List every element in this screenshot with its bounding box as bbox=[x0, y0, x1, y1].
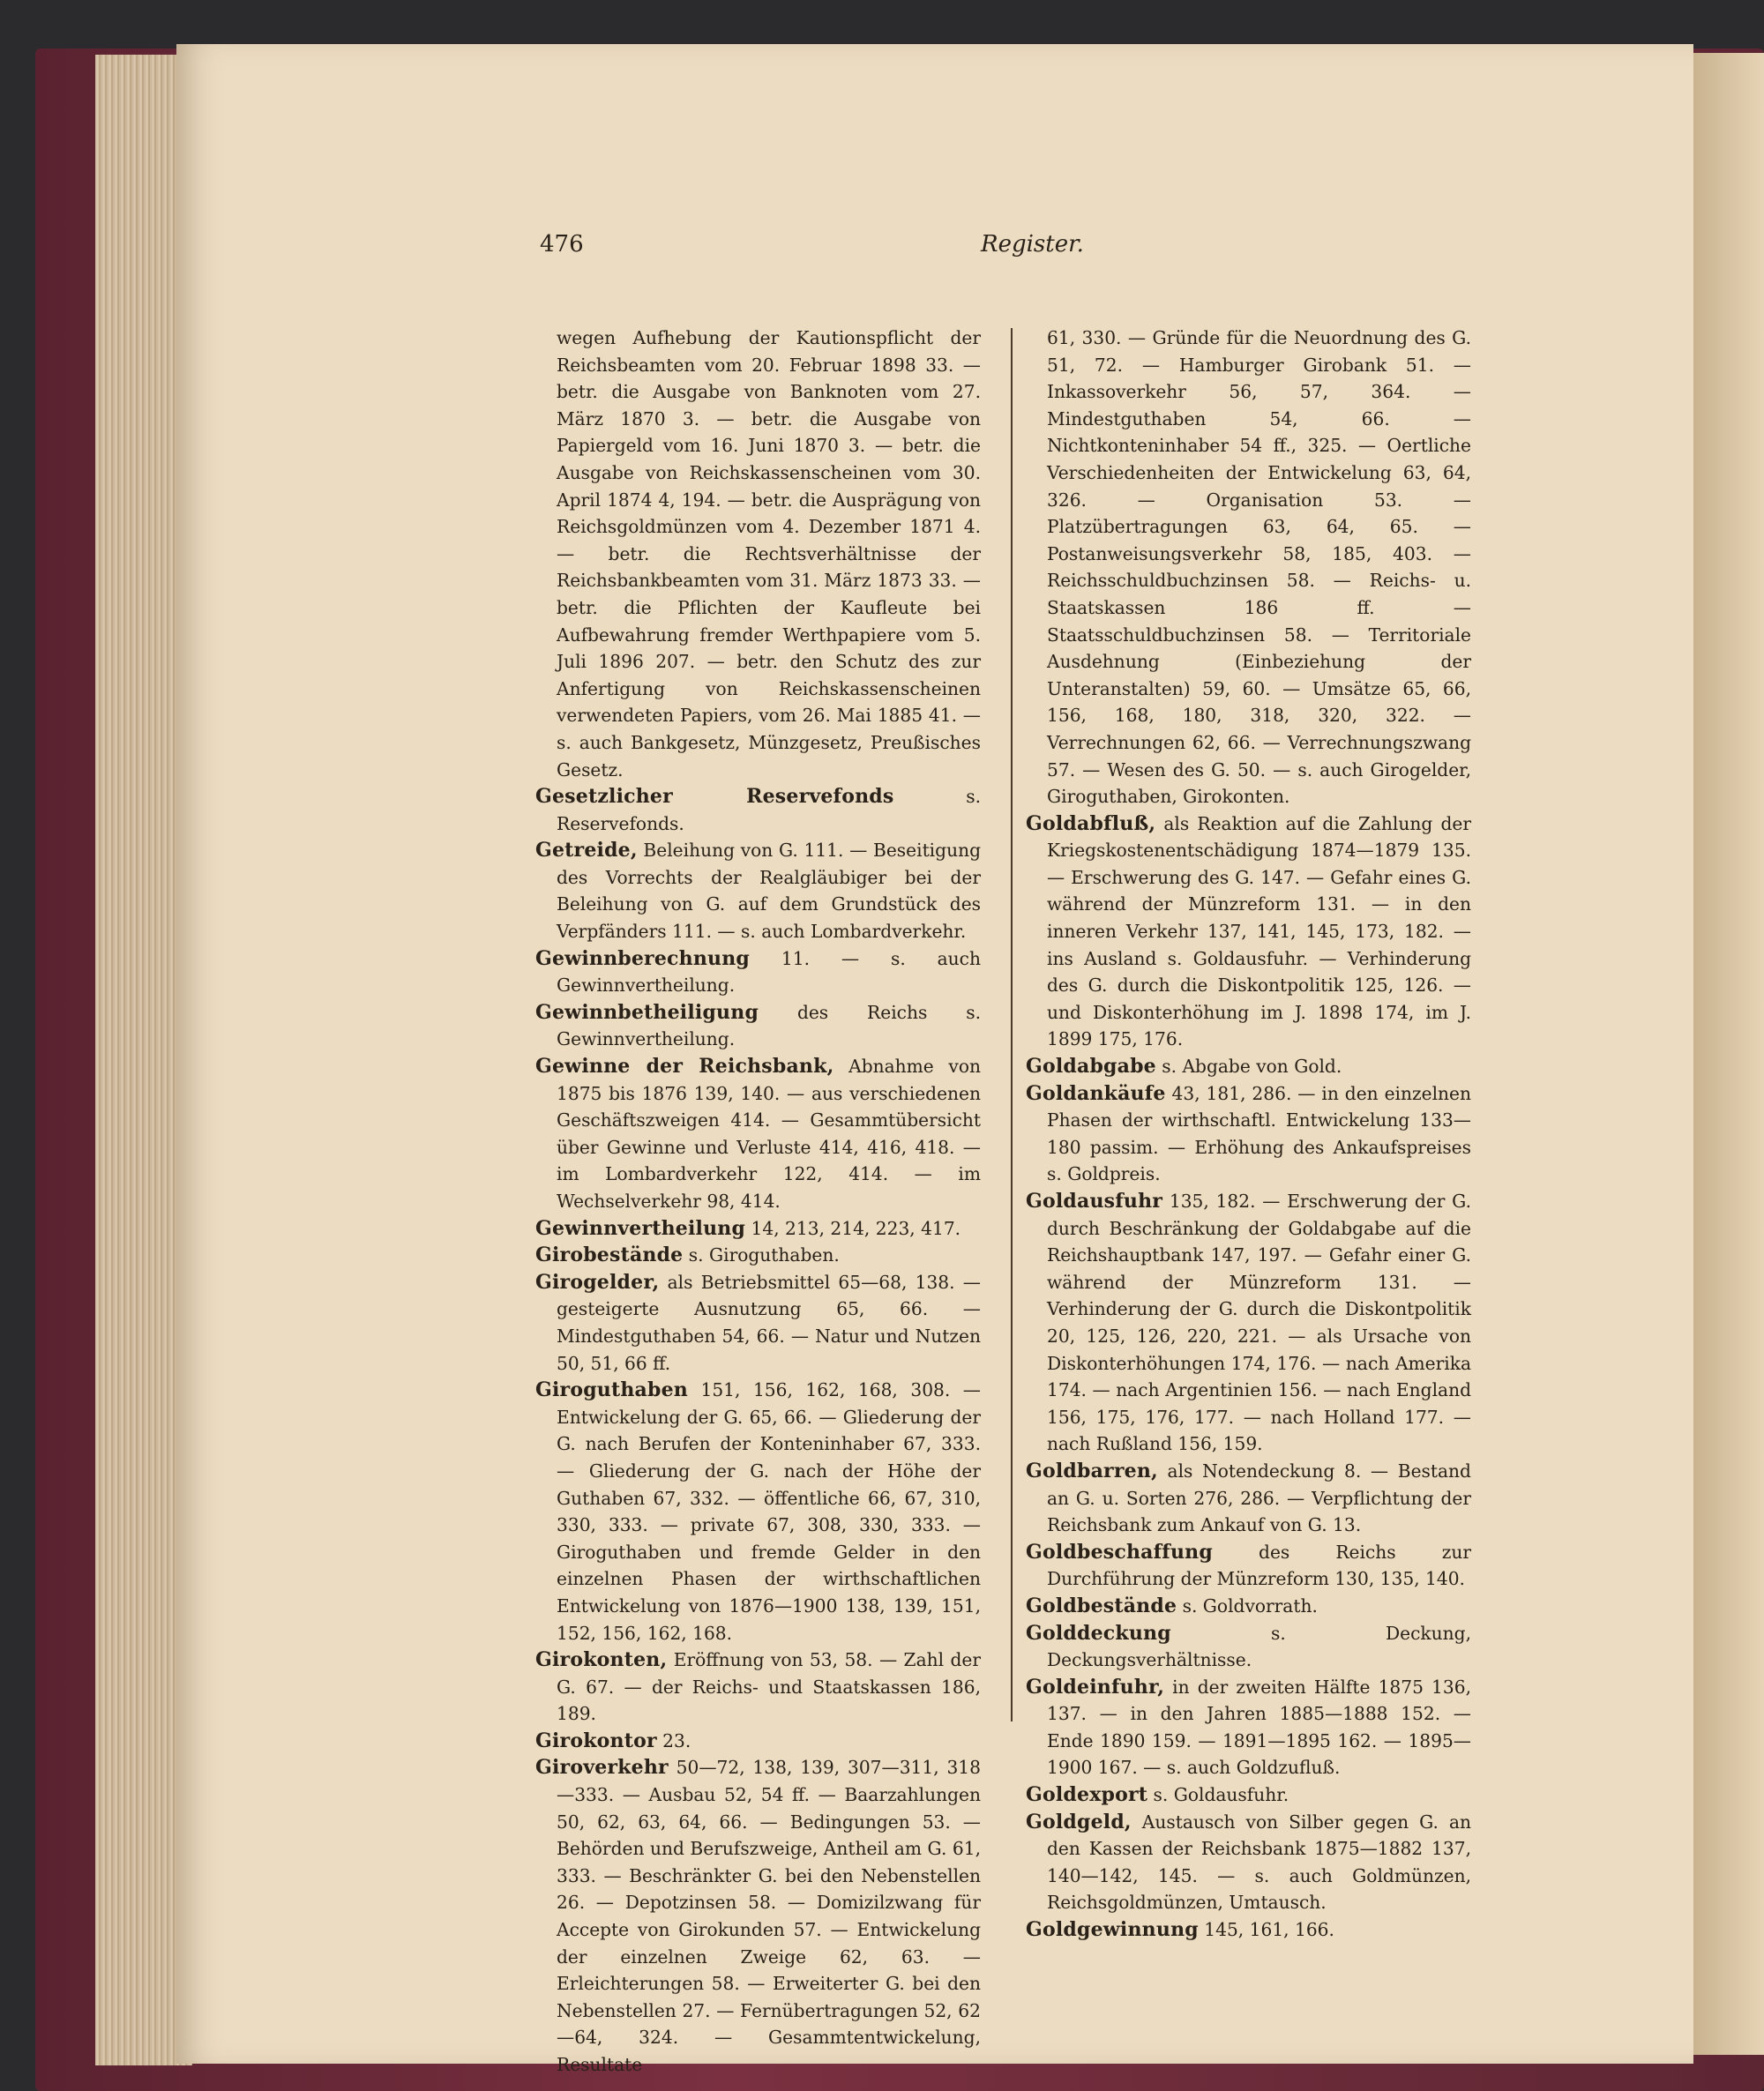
index-entry bbox=[535, 1242, 981, 1269]
index-entry bbox=[1026, 1916, 1471, 1944]
index-entry bbox=[1026, 1458, 1471, 1539]
index-references: wegen Aufhebung der Kautionspflicht der Reichsbeamten vom 20. Februar 1898 33. — betr. die Ausgabe von Banknoten vom 27. März 1870 3. — betr. die Ausgabe von Papiergeld vom 16. Juni 1870 3. — betr. die Ausgabe von Reichskassenscheinen vom 30. April 1874 4, 194. — betr. die Ausprägung von Reichsgoldmünzen vom 4. Dezember 1871 4. — betr. die Rechtsverhältnisse der Reichsbankbeamten vom 31. März 1873 33. — betr. die Pflichten der Kaufleute bei Aufbewahrung fremder Werthpapiere vom 5. Juli 1896 207. — betr. den Schutz des zur Anfertigung von Reichskassenscheinen verwendeten Papiers, vom 26. Mai 1885 41. — s. auch Bankgesetz, Münzgesetz, Preußisches Gesetz. bbox=[557, 327, 981, 780]
index-term: Goldeinfuhr, bbox=[1026, 1675, 1165, 1699]
index-references: s. Goldausfuhr. bbox=[1147, 1784, 1289, 1806]
index-entry bbox=[535, 325, 981, 783]
index-references: als Notendeckung 8. — Bestand an G. u. Sorten 276, 286. — Verpflichtung der Reichsbank zum Ankauf von G. 13. bbox=[1047, 1460, 1471, 1536]
index-entry bbox=[535, 1754, 981, 2078]
index-column-right bbox=[1026, 325, 1471, 1944]
index-term: Giroguthaben bbox=[535, 1378, 688, 1402]
index-term: Gewinnbetheiligung bbox=[535, 1000, 759, 1024]
index-entry bbox=[535, 1728, 981, 1755]
index-term: Goldbestände bbox=[1026, 1594, 1177, 1617]
index-term: Getreide, bbox=[535, 839, 638, 863]
index-term: Giroverkehr bbox=[535, 1756, 669, 1780]
index-term: Gewinne der Reichsbank, bbox=[535, 1055, 834, 1079]
index-references: des Reichs zur Durchführung der Münzreform 130, 135, 140. bbox=[1047, 1541, 1471, 1590]
index-entry bbox=[535, 1647, 981, 1728]
index-references: 11. — s. auch Gewinnvertheilung. bbox=[557, 947, 981, 997]
index-term: Goldausfuhr bbox=[1026, 1190, 1163, 1213]
index-entry bbox=[1026, 1188, 1471, 1458]
index-term: Golddeckung bbox=[1026, 1621, 1171, 1645]
index-references: als Betriebsmittel 65—68, 138. — gesteigerte Ausnutzung 65, 66. — Mindestguthaben 54, 66. — Natur und Nutzen 50, 51, 66 ff. bbox=[557, 1271, 981, 1374]
index-entry bbox=[1026, 1053, 1471, 1080]
index-references: 135, 182. — Erschwerung der G. durch Beschränkung der Goldabgabe auf die Reichshauptbank 147, 197. — Gefahr einer G. während der Münzreform 131. — Verhinderung der G. durch die Diskontpolitik 20, 125, 126, 220, 221. — als Ursache von Diskonterhöhungen 174, 176. — nach Amerika 174. — nach Argentinien 156. — nach England 156, 175, 176, 177. — nach Holland 177. — nach Rußland 156, 159. bbox=[1047, 1191, 1471, 1455]
index-entry bbox=[535, 1269, 981, 1377]
index-references: als Reaktion auf die Zahlung der Kriegskostenentschädigung 1874—1879 135. — Erschwerung des G. 147. — Gefahr eines G. während der Münzreform 131. — in den inneren Verkehr 137, 141, 145, 173, 182. — ins Ausland s. Goldausfuhr. — Verhinderung des G. durch die Diskontpolitik 125, 126. — und Diskonterhöhung im J. 1898 174, im J. 1899 175, 176. bbox=[1047, 812, 1471, 1050]
index-entry bbox=[535, 999, 981, 1053]
index-entry bbox=[535, 783, 981, 837]
index-term: Goldabgabe bbox=[1026, 1055, 1156, 1079]
index-entry bbox=[1026, 1809, 1471, 1916]
index-references: in der zweiten Hälfte 1875 136, 137. — in den Jahren 1885—1888 152. — Ende 1890 159. — 1891—1895 162. — 1895—1900 167. — s. auch Goldzufluß. bbox=[1047, 1676, 1471, 1779]
index-references: 14, 213, 214, 223, 417. bbox=[745, 1217, 961, 1239]
index-references: s. Abgabe von Gold. bbox=[1155, 1056, 1342, 1078]
index-term: Girogelder, bbox=[535, 1270, 660, 1294]
index-term: Goldbeschaffung bbox=[1026, 1540, 1213, 1564]
index-term: Goldankäufe bbox=[1026, 1081, 1166, 1105]
index-references: s. Deckung, Deckungsverhältnisse. bbox=[1047, 1622, 1471, 1671]
index-references: 151, 156, 162, 168, 308. — Entwickelung der G. 65, 66. — Gliederung der G. nach Berufen der Konteninhaber 67, 333. — Gliederung der G. nach der Höhe der Guthaben 67, 332. — öffentliche 66, 67, 310, 330, 333. — private 67, 308, 330, 333. — Giroguthaben und fremde Gelder in den einzelnen Phasen der wirthschaftlichen Entwickelung von 1876—1900 138, 139, 151, 152, 156, 162, 168. bbox=[557, 1379, 981, 1644]
index-term: Gesetzlicher Reservefonds bbox=[535, 785, 894, 809]
index-entry bbox=[1026, 1080, 1471, 1188]
index-entry bbox=[535, 837, 981, 945]
index-entry bbox=[1026, 1539, 1471, 1593]
index-term: Goldgewinnung bbox=[1026, 1918, 1199, 1942]
index-references: Austausch von Silber gegen G. an den Kassen der Reichsbank 1875—1882 137, 140—142, 145. — s. auch Goldmünzen, Reichsgoldmünzen, Umtausch. bbox=[1047, 1811, 1471, 1914]
index-term: Goldexport bbox=[1026, 1783, 1148, 1807]
index-term: Girokonten, bbox=[535, 1648, 668, 1672]
index-references: 145, 161, 166. bbox=[1198, 1919, 1334, 1941]
index-term: Girobestände bbox=[535, 1243, 684, 1267]
index-references: 61, 330. — Gründe für die Neuordnung des G. 51, 72. — Hamburger Girobank 51. — Inkassoverkehr 56, 57, 364. — Mindestguthaben 54, 66. — Nichtkonteninhaber 54 ff., 325. — Oertliche Verschiedenheiten der Entwickelung 63, 64, 326. — Organisation 53. — Platzübertragungen 63, 64, 65. — Postanweisungsverkehr 58, 185, 403. — Reichsschuldbuchzinsen 58. — Reichs- u. Staatskassen 186 ff. — Staatsschuldbuchzinsen 58. — Territoriale Ausdehnung (Einbeziehung der Unteranstalten) 59, 60. — Umsätze 65, 66, 156, 168, 180, 318, 320, 322. — Verrechnungen 62, 66. — Verrechnungszwang 57. — Wesen des G. 50. — s. auch Girogelder, Giroguthaben, Girokonten. bbox=[1047, 327, 1471, 808]
index-term: Goldbarren, bbox=[1026, 1459, 1158, 1482]
index-entry bbox=[535, 1377, 981, 1647]
index-references: Beleihung von G. 111. — Beseitigung des Vorrechts der Realgläubiger bei der Beleihung von G. auf dem Grundstück des Verpfänders 111. — s. auch Lombardverkehr. bbox=[557, 840, 981, 943]
index-references: des Reichs s. Gewinnvertheilung. bbox=[557, 1001, 981, 1050]
index-references: 43, 181, 286. — in den einzelnen Phasen der wirthschaftl. Entwickelung 133—180 passim. — Erhöhung des Ankaufspreises s. Goldpreis. bbox=[1047, 1082, 1471, 1185]
index-references: s. Reservefonds. bbox=[557, 786, 981, 834]
index-term: Goldabfluß, bbox=[1026, 811, 1156, 835]
index-entry bbox=[535, 1215, 981, 1243]
index-term: Gewinnberechnung bbox=[535, 946, 750, 970]
running-title: Register. bbox=[981, 231, 1084, 258]
index-entry bbox=[1026, 1620, 1471, 1674]
index-column-left bbox=[535, 325, 981, 2079]
index-references: 23. bbox=[656, 1729, 691, 1751]
index-references: 50—72, 138, 139, 307—311, 318—333. — Ausbau 52, 54 ff. — Baarzahlungen 50, 62, 63, 64, 66. — Bedingungen 53. — Behörden und Berufszweige, Antheil am G. 61, 333. — Beschränkter G. bei den Nebenstellen 26. — Depotzinsen 58. — Domizilzwang für Accepte von Girokunden 57. — Entwickelung der einzelnen Zweige 62, 63. — Erleichterungen 58. — Erweiterter G. bei den Nebenstellen 27. — Fernübertragungen 52, 62—64, 324. — Gesammtentwickelung, Resultate bbox=[557, 1757, 981, 2075]
index-entry bbox=[1026, 1781, 1471, 1809]
facing-page-edge bbox=[1693, 53, 1764, 2055]
index-entry bbox=[1026, 325, 1471, 810]
page-number: 476 bbox=[540, 231, 584, 258]
index-references: s. Giroguthaben. bbox=[683, 1244, 840, 1266]
index-references: s. Goldvorrath. bbox=[1177, 1594, 1318, 1617]
index-term: Goldgeld, bbox=[1026, 1810, 1132, 1833]
page-header bbox=[540, 231, 1084, 263]
index-references: Eröffnung von 53, 58. — Zahl der G. 67. — der Reichs- und Staatskassen 186, 189. bbox=[557, 1649, 981, 1725]
index-entry bbox=[535, 1053, 981, 1215]
column-divider bbox=[1011, 328, 1013, 1721]
index-term: Gewinnvertheilung bbox=[535, 1216, 746, 1240]
index-entry bbox=[1026, 810, 1471, 1053]
index-term: Girokontor bbox=[535, 1729, 657, 1752]
index-references: Abnahme von 1875 bis 1876 139, 140. — aus verschiedenen Geschäftszweigen 414. — Gesammtübersicht über Gewinne und Verluste 414, 416, 418. — im Lombardverkehr 122, 414. — im Wechselverkehr 98, 414. bbox=[557, 1056, 981, 1212]
index-entry bbox=[1026, 1674, 1471, 1781]
index-entry bbox=[1026, 1593, 1471, 1620]
index-entry bbox=[535, 945, 981, 999]
